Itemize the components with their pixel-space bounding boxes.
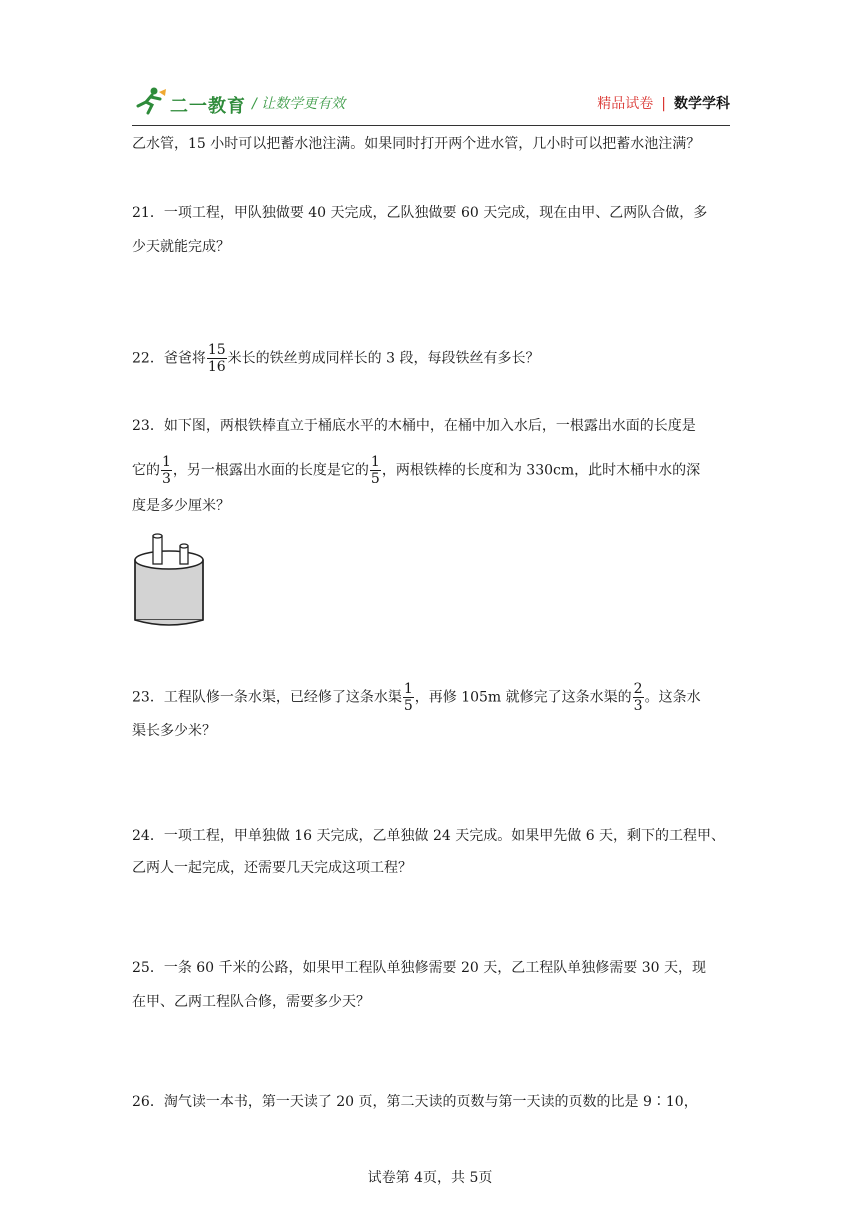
page-header xyxy=(132,80,730,126)
q26-line1: 26．淘气读一本书，第一天读了 20 页，第二天读的页数与第一天读的页数的比是 9∶10， xyxy=(132,1094,698,1110)
q25-line1: 25．一条 60 千米的公路，如果甲工程队单独修需要 20 天，乙工程队单独修需要 30 天，现 xyxy=(132,960,706,976)
q23b-line2: 渠长多少米？ xyxy=(132,723,216,739)
q23b-text-c: 。这条水 xyxy=(644,689,701,706)
q23b-f1-num: 1 xyxy=(403,681,413,697)
runner-logo-icon xyxy=(132,86,168,116)
q23-f2-num: 1 xyxy=(370,454,380,470)
q23-fraction-1 xyxy=(161,454,172,487)
q23b-text-a: 23．工程队修一条水渠，已经修了这条水渠 xyxy=(132,689,402,706)
q23-line2 xyxy=(132,454,700,487)
q23b-f2-den: 3 xyxy=(633,698,643,714)
q23b-f1-den: 5 xyxy=(403,698,413,714)
q22-text-a: 22．爸爸将 xyxy=(132,350,206,367)
q22-frac-den: 16 xyxy=(207,359,226,375)
page-footer: 试卷第 4页，共 5页 xyxy=(367,1170,493,1186)
q20-continuation: 乙水管，15 小时可以把蓄水池注满。如果同时打开两个进水管，几小时可以把蓄水池注满？ xyxy=(132,136,701,152)
tag-subject: 数学学科 xyxy=(674,96,730,112)
q25-line2: 在甲、乙两工程队合修，需要多少天？ xyxy=(132,994,370,1010)
q23b-text-b: ，再修 105m 就修完了这条水渠的 xyxy=(414,689,632,706)
tag-separator: | xyxy=(661,96,666,112)
q23-f2-den: 5 xyxy=(370,471,380,487)
q23-f1-num: 1 xyxy=(162,454,171,470)
q23-text-a: 它的 xyxy=(132,462,160,479)
q22 xyxy=(132,342,539,375)
q23b-line1 xyxy=(132,681,701,714)
q23b-f2-num: 2 xyxy=(633,681,643,697)
q23-line1: 23．如下图，两根铁棒直立于桶底水平的木桶中，在桶中加入水后，一根露出水面的长度是 xyxy=(132,418,696,434)
q24-line1: 24．一项工程，甲单独做 16 天完成，乙单独做 24 天完成。如果甲先做 6 天，剩下的工程甲、 xyxy=(132,828,726,844)
q23-text-b: ，另一根露出水面的长度是它的 xyxy=(172,462,369,479)
q22-frac-num: 15 xyxy=(207,342,226,358)
q22-fraction xyxy=(207,342,227,375)
header-rule xyxy=(132,125,730,126)
q23-f1-den: 3 xyxy=(162,471,171,487)
tag-premium: 精品试卷 xyxy=(597,96,654,112)
bucket-figure xyxy=(129,530,209,630)
q23-line3: 度是多少厘米？ xyxy=(132,498,230,514)
slogan: / 让数学更有效 xyxy=(252,96,346,112)
logo-text: 二一教育 xyxy=(170,96,246,117)
q21-line1: 21．一项工程，甲队独做要 40 天完成，乙队独做要 60 天完成，现在由甲、乙两队合做，多 xyxy=(132,205,708,221)
header-tags xyxy=(597,93,730,113)
q21-line2: 少天就能完成？ xyxy=(132,239,230,255)
q22-text-b: 米长的铁丝剪成同样长的 3 段，每段铁丝有多长？ xyxy=(227,350,540,367)
q23b-fraction-2 xyxy=(633,681,644,714)
q23-fraction-2 xyxy=(370,454,381,487)
q23-text-c: ，两根铁棒的长度和为 330cm，此时木桶中水的深 xyxy=(381,462,701,479)
q23b-fraction-1 xyxy=(403,681,414,714)
q24-line2: 乙两人一起完成，还需要几天完成这项工程？ xyxy=(132,860,412,876)
